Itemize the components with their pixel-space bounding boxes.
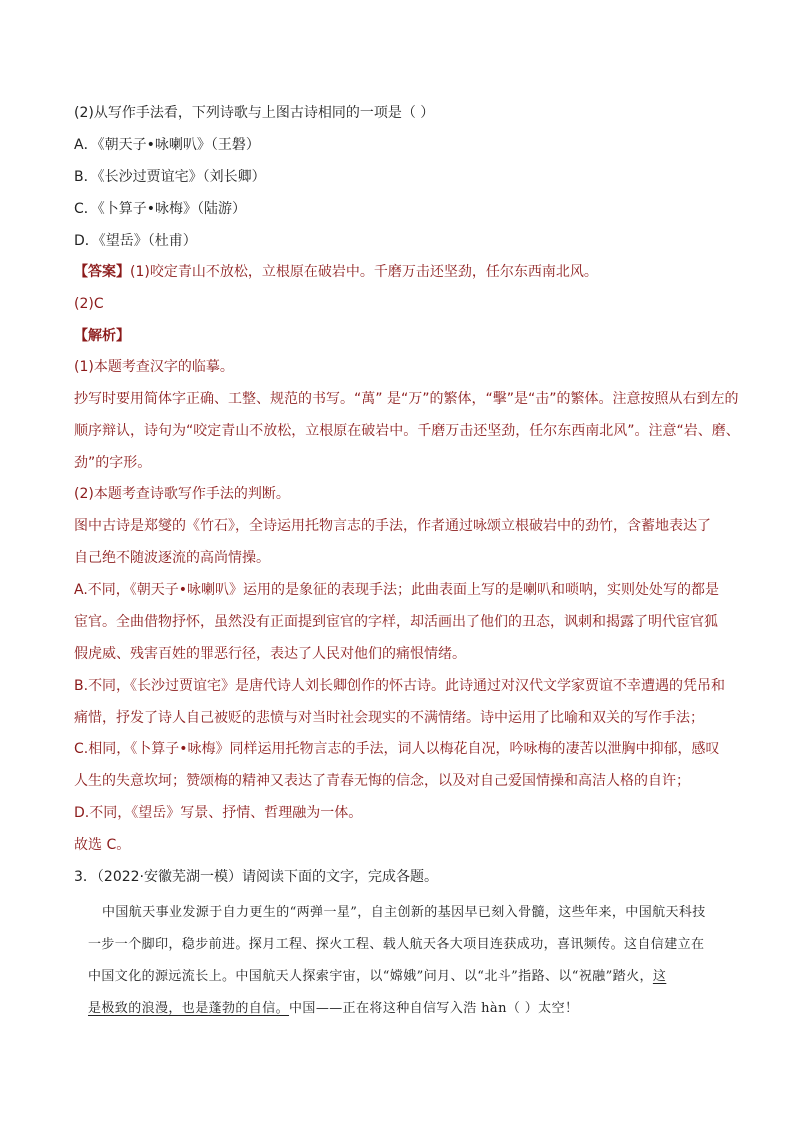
analysis-c-line	[74, 740, 734, 758]
option-d: D．《望岳》（杜甫）	[74, 233, 197, 249]
analysis-a-text: 不同，《朝天子•咏喇叭》运用的是象征的表现手法；此曲表面上写的是喇叭和唢呐，实则处处写的都是	[87, 582, 720, 598]
answer-line-2: (2)C	[74, 296, 104, 312]
analysis-part-1-line: 劲”的字形。	[74, 455, 152, 471]
analysis-d-line	[74, 804, 734, 822]
analysis-c-prefix: C.	[74, 741, 89, 757]
analysis-part-1-line: 顺序辩认，诗句为“咬定青山不放松，立根原在破岩中。千磨万击还坚劲，任尔东西南北风”。注意“岩、磨、	[74, 423, 740, 439]
analysis-conclusion: 故选 C。	[74, 837, 131, 853]
answer-line-1	[74, 263, 734, 281]
analysis-part-2-line: 自己绝不随波逐流的高尚情操。	[74, 550, 270, 566]
answer-text-1: (1)咬定青山不放松，立根原在破岩中。千磨万击还坚劲，任尔东西南北风。	[130, 264, 598, 280]
answer-label: 【答案】	[74, 264, 130, 280]
passage-underlined-text: 这	[652, 969, 667, 984]
analysis-b-text: 不同，《长沙过贾谊宅》是唐代诗人刘长卿创作的怀古诗。此诗通过对汉代文学家贾谊不幸遭遇的凭吊和	[88, 678, 726, 694]
analysis-part-2-title: (2)本题考查诗歌写作手法的判断。	[74, 486, 290, 502]
analysis-c-line: 人生的失意坎坷；赞颂梅的精神又表达了青春无悔的信念，以及对自己爱国情操和高洁人格的自许；	[74, 773, 690, 789]
passage-text: 中国文化的源远流长上。中国航天人探索宇宙，以“嫦娥”问月、以“北斗”指路、以“祝融”踏火，	[88, 969, 653, 984]
passage-line: 一步一个脚印，稳步前进。探月工程、探火工程、载人航天各大项目连获成功，喜讯频传。这自信建立在	[88, 937, 705, 952]
analysis-a-line: 宦官。全曲借物抒怀，虽然没有正面提到宦官的字样，却活画出了他们的丑态，讽刺和揭露了明代宦官狐	[74, 614, 718, 630]
analysis-d-text: 不同，《望岳》写景、抒情、哲理融为一体。	[89, 805, 363, 821]
analysis-a-line	[74, 581, 734, 599]
analysis-b-line	[74, 677, 734, 695]
option-b: B．《长沙过贾谊宅》（刘长卿）	[74, 169, 266, 185]
question-3-header: 3．（2022·安徽芜湖一模）请阅读下面的文字，完成各题。	[74, 869, 438, 885]
question-2-stem: (2)从写作手法看，下列诗歌与上图古诗相同的一项是（ ）	[74, 105, 435, 121]
analysis-part-2-line: 图中古诗是郑燮的《竹石》，全诗运用托物言志的手法，作者通过咏颂立根破岩中的劲竹，含蓄地表达了	[74, 518, 711, 534]
analysis-part-1-line: 抄写时要用简体字正确、工整、规范的书写。“萬” 是“万”的繁体，“擊”是“击”的繁体。注意按照从右到左的	[74, 391, 739, 407]
passage-line: 中国航天事业发源于自力更生的“两弹一星”，自主创新的基因早已刻入骨髓，这些年来，中国航天科技	[102, 905, 706, 920]
analysis-b-line: 痛惜，抒发了诗人自己被贬的悲愤与对当时社会现实的不满情绪。诗中运用了比喻和双关的写作手法；	[74, 710, 704, 726]
analysis-d-prefix: D.	[74, 805, 90, 821]
analysis-a-line: 假虎威、残害百姓的罪恶行径，表达了人民对他们的痛恨情绪。	[74, 646, 466, 662]
passage-text: 中国——正在将这种自信写入浩 hàn（ ）太空！	[289, 1001, 579, 1016]
passage-underlined-text: 是极致的浪漫，也是蓬勃的自信。	[88, 1001, 290, 1016]
analysis-b-prefix: B.	[74, 678, 89, 694]
passage-line	[88, 968, 748, 986]
option-a: A．《朝天子•咏喇叭》（王磐）	[74, 137, 260, 153]
analysis-part-1-title: (1)本题考查汉字的临摹。	[74, 359, 234, 375]
option-c: C．《卜算子•咏梅》（陆游）	[74, 201, 247, 217]
analysis-label: 【解析】	[74, 328, 130, 344]
analysis-a-prefix: A.	[74, 582, 88, 598]
passage-line	[88, 1000, 748, 1018]
analysis-c-text: 相同，《卜算子•咏梅》同样运用托物言志的手法，词人以梅花自况，吟咏梅的凄苦以泄胸中抑郁，感叹	[88, 741, 720, 757]
